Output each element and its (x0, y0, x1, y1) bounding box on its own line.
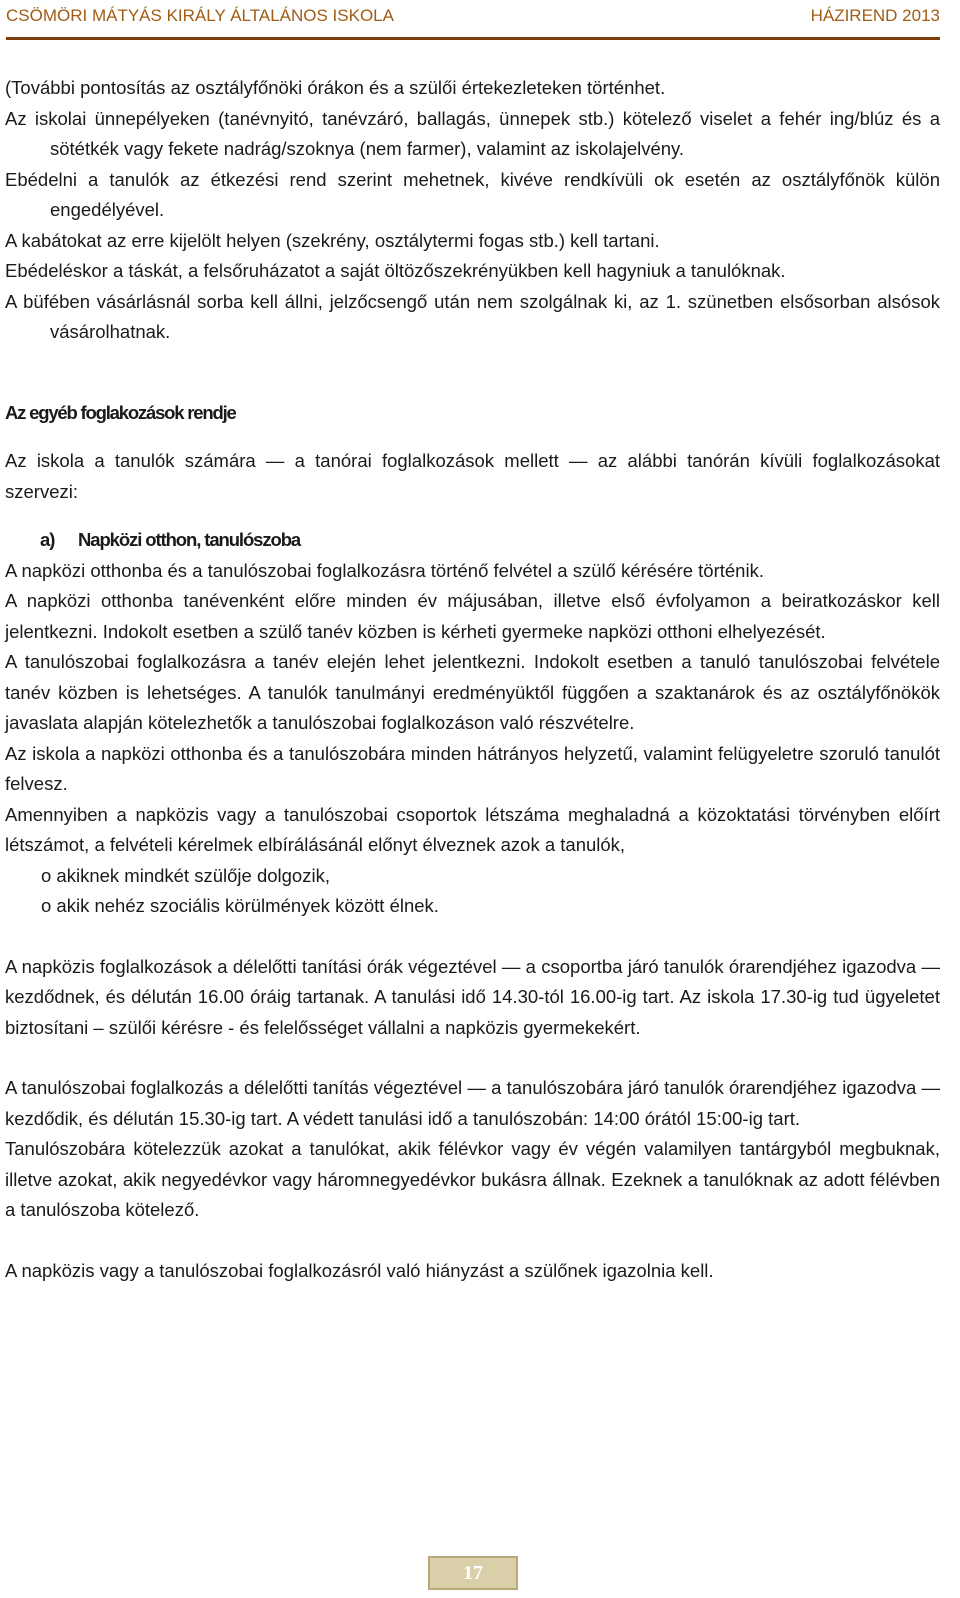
rules-list (5, 73, 940, 348)
rule-paragraph: Az iskolai ünnepélyeken (tanévnyitó, tanévzáró, ballagás, ünnepek stb.) kötelező viselet a fehér ing/blúz és a sötétkék vagy fekete nadrág/szoknya (nem farmer), valamint az iskolajelvény. (5, 107, 940, 159)
page-number-box (428, 1556, 518, 1590)
page-number: 17 (463, 1561, 483, 1584)
body-paragraph: Az iskola a napközi otthonba és a tanulószobára minden hátrányos helyzetű, valamint felügyeletre szoruló tanulót felvesz. (5, 742, 940, 794)
body-paragraph: A napközi otthonba és a tanulószobai foglalkozásra történő felvétel a szülő kérésére történik. (5, 559, 764, 581)
page-header (6, 6, 940, 30)
list-item: o akiknek mindkét szülője dolgozik, (41, 864, 330, 886)
intro-paragraph: Az iskola a tanulók számára — a tanórai foglalkozások mellett — az alábbi tanórán kívüli foglalkozásokat szervezi: (5, 450, 940, 502)
rule-paragraph: (További pontosítás az osztályfőnöki órákon és a szülői értekezleteken történhet. (5, 77, 666, 98)
napkozi-hours-paragraph: A napközis foglalkozások a délelőtti tanítási órák végeztével — a csoportba járó tanulók órarendjéhez igazodva — kezdődnek, és délután 16.00 óráig tartanak. A tanulási idő 14.30-tól 16.00-ig tart. Az iskola 17.30-ig tud ügyeletet biztosítani – szülői kérésre - és felelősséget vállalni a napközis gyermekekért. (5, 955, 940, 1038)
body-paragraph: Amennyiben a napközis vagy a tanulószobai csoportok létszáma meghaladná a közoktatási törvényben előírt létszámot, a felvételi kérelmek elbírálásánál előnyt élveznek azok a tanulók, (5, 803, 940, 855)
absence-paragraph: A napközis vagy a tanulószobai foglalkozásról való hiányzást a szülőnek igazolnia kell. (5, 1259, 714, 1281)
subsection-heading (5, 525, 940, 556)
list-item: o akik nehéz szociális körülmények között élnek. (41, 895, 439, 916)
body-paragraph: A tanulószobai foglalkozásra a tanév elején lehet jelentkezni. Indokolt esetben a tanuló tanulószobai felvétele tanév közben is lehetséges. A tanulók tanulmányi eredményüktől függően a szaktanárok és az osztályfőnökök javaslata alapján kötelezhetők a tanulószobai foglalkozáson való részvételre. (5, 651, 940, 733)
tanuloszoba-hours-paragraph: A tanulószobai foglalkozás a délelőtti tanítás végeztével — a tanulószobára járó tanulók órarendjéhez igazodva — kezdődik, és délután 15.30-ig tart. A védett tanulási idő a tanulószobán: 14:00 órától 15:00-ig tart. (5, 1077, 940, 1129)
rule-paragraph: Ebédelni a tanulók az étkezési rend szerint mehetnek, kivéve rendkívüli ok esetén az osztályfőnök külön engedélyével. (5, 168, 940, 220)
section-heading: Az egyéb foglakozások rendje (5, 401, 236, 423)
rule-paragraph: A büfében vásárlásnál sorba kell állni, jelzőcsengő után nem szolgálnak ki, az 1. szünetben elsősorban alsósok vásárolhatnak. (5, 290, 940, 342)
mandatory-paragraph: Tanulószobára kötelezzük azokat a tanulókat, akik félévkor vagy év végén valamilyen tantárgyból megbuknak, illetve azokat, akik negyedévkor vagy háromnegyedévkor bukásra állnak. Ezeknek a tanulóknak az adott félévben a tanulószoba kötelező. (5, 1138, 940, 1220)
document-title: HÁZIREND 2013 (810, 6, 940, 25)
page-content (5, 73, 940, 1286)
subsection-label: a) (40, 529, 55, 550)
school-name: CSÖMÖRI MÁTYÁS KIRÁLY ÁLTALÁNOS ISKOLA (6, 6, 394, 25)
header-divider (6, 37, 940, 40)
body-paragraph: A napközi otthonba tanévenként előre minden év májusában, illetve első évfolyamon a beiratkozáskor kell jelentkezni. Indokolt esetben a szülő tanév közben is kérheti gyermeke napközi otthoni elhelyezését. (5, 590, 940, 642)
priority-list (5, 861, 940, 922)
rule-paragraph: A kabátokat az erre kijelölt helyen (szekrény, osztálytermi fogas stb.) kell tartani. (5, 229, 660, 251)
subsection-title: Napközi otthon, tanulószoba (78, 529, 301, 550)
rule-paragraph: Ebédeléskor a táskát, a felsőruházatot a saját öltözőszekrényükben kell hagyniuk a tanulóknak. (5, 260, 786, 281)
